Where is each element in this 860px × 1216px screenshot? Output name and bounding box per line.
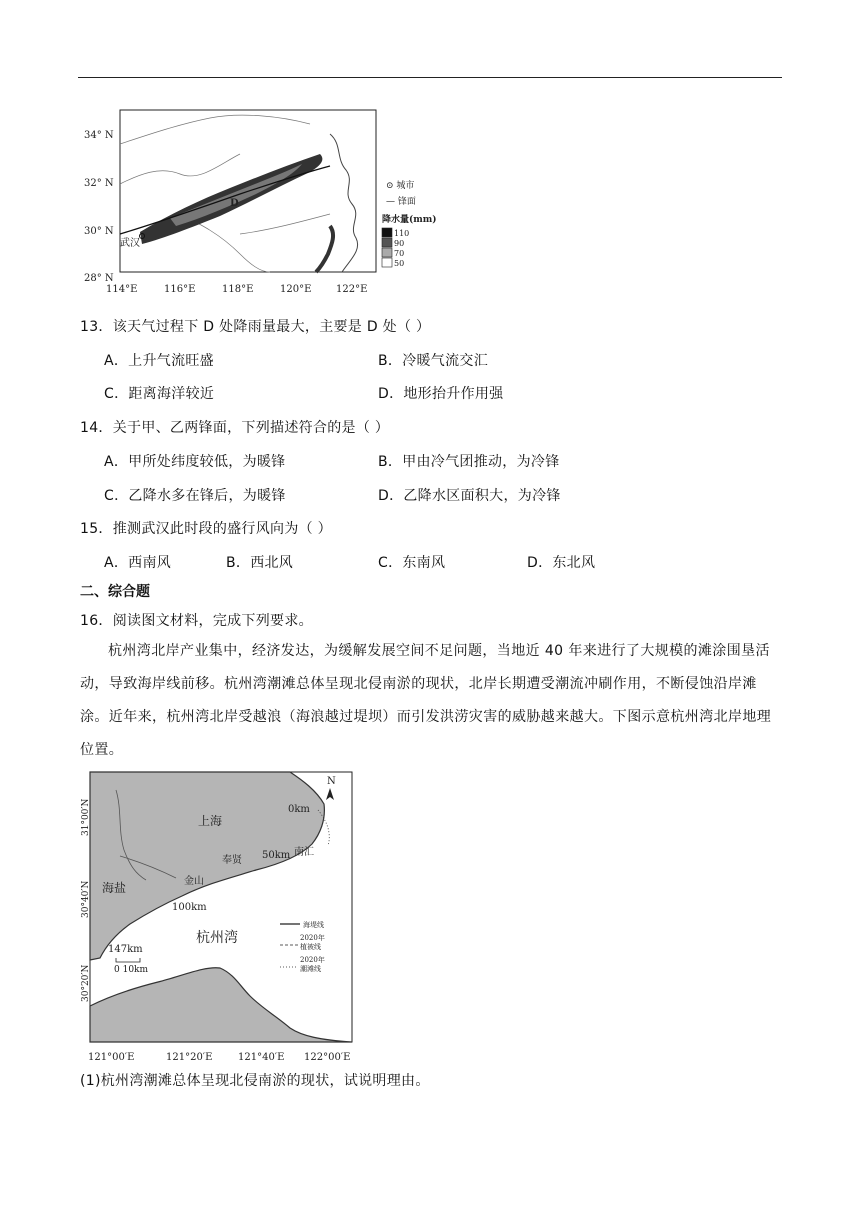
map2-legend-seawall: 海堤线 <box>303 921 324 929</box>
map1-legend-swatch <box>382 238 392 247</box>
map2-label-shanghai: 上海 <box>198 814 223 828</box>
q13-option-c[interactable]: C．距离海洋较近 <box>104 386 215 402</box>
map1-lon-label: 122°E <box>336 284 368 295</box>
map2-label-km0: 0km <box>288 804 310 815</box>
map1-city-label: 武汉 <box>120 238 140 249</box>
map1-lon-label: 120°E <box>280 284 312 295</box>
map1-lat-label: 28° N <box>84 273 114 284</box>
map2-lat-label: 30°20′N <box>81 964 91 1002</box>
map1-legend-swatch <box>382 228 392 237</box>
map2-label-bay: 杭州湾 <box>196 930 238 946</box>
map1-front-label: D <box>230 198 239 209</box>
map1-legend-swatch <box>382 248 392 257</box>
q16-subquestion-1: (1)杭州湾潮滩总体呈现北侵南淤的现状，试说明理由。 <box>80 1073 430 1089</box>
section-heading: 二、综合题 <box>80 584 150 600</box>
q13-option-d[interactable]: D．地形抬升作用强 <box>378 386 504 402</box>
question-16: 16．阅读图文材料，完成下列要求。 <box>80 613 313 629</box>
map2-scale-label: 0 10km <box>114 965 149 975</box>
map1-legend-city: ⊙ 城市 <box>386 181 415 191</box>
q15-option-a[interactable]: A．西南风 <box>104 555 172 571</box>
map2-label-km50: 50km <box>262 850 291 861</box>
map2-lat-label: 31°00′N <box>81 798 91 836</box>
map2-legend-tidal: 潮滩线 <box>300 965 321 973</box>
map2-label-km100: 100km <box>172 902 207 913</box>
question-14: 14．关于甲、乙两锋面，下列描述符合的是（ ） <box>80 420 390 436</box>
map2-label-jinshan: 金山 <box>184 876 204 887</box>
q14-option-d[interactable]: D．乙降水区面积大，为冷锋 <box>378 488 561 504</box>
question-13: 13．该天气过程下 D 处降雨量最大，主要是 D 处（ ） <box>80 319 431 335</box>
map2-label-nanhui: 南汇 <box>294 847 314 858</box>
map1-legend-level-label: 50 <box>394 259 405 268</box>
q15-option-d[interactable]: D．东北风 <box>527 555 596 571</box>
q13-option-a[interactable]: A．上升气流旺盛 <box>104 353 214 369</box>
q14-option-c[interactable]: C．乙降水多在锋后，为暖锋 <box>104 488 286 504</box>
map2-label-km147: 147km <box>108 944 143 955</box>
map1-lat-label: 30° N <box>84 226 114 237</box>
q14-option-b[interactable]: B．甲由冷气团推动，为冷锋 <box>378 454 560 470</box>
map2-label-fengxian: 奉贤 <box>222 855 242 866</box>
q15-option-c[interactable]: C．东南风 <box>378 555 446 571</box>
header-rule <box>78 77 782 78</box>
map1-lat-label: 32° N <box>84 178 114 189</box>
map2-lon-label: 121°40′E <box>238 1052 285 1063</box>
map1-lat-label: 34° N <box>84 130 114 141</box>
q15-option-b[interactable]: B．西北风 <box>226 555 294 571</box>
map2-north-label: N <box>327 776 336 787</box>
question-15: 15．推测武汉此时段的盛行风向为（ ） <box>80 521 332 537</box>
q14-option-a[interactable]: A．甲所处纬度较低，为暖锋 <box>104 454 286 470</box>
map2-label-haiyan: 海盐 <box>102 881 127 895</box>
map1-legend-scale <box>382 228 409 268</box>
hangzhou-bay-map <box>80 770 362 1068</box>
q16-material-paragraph: 杭州湾北岸产业集中，经济发达，为缓解发展空间不足问题，当地近 40 年来进行了大规模的滩涂围垦活动，导致海岸线前移。杭州湾潮滩总体呈现北侵南淤的现状，北岸长期遭受潮流冲刷作用，不断侵蚀沿岸滩涂。近年来，杭州湾北岸受越浪（海浪越过堤坝）而引发洪涝灾害的威胁越来越大。下图示意杭州湾北岸地理位置。 <box>80 643 772 758</box>
map1-lon-label: 118°E <box>222 284 254 295</box>
map2-lat-label: 30°40′N <box>81 880 91 918</box>
q13-option-b[interactable]: B．冷暖气流交汇 <box>378 353 489 369</box>
map1-legend-level-label: 110 <box>394 229 410 238</box>
map1-lon-label: 116°E <box>164 284 196 295</box>
map1-legend-front: — 锋面 <box>386 197 416 207</box>
map2-legend-vegetation: 植被线 <box>300 943 321 951</box>
map1-lon-label: 114°E <box>106 284 138 295</box>
map1-legend-swatch <box>382 258 392 267</box>
precipitation-front-map <box>80 104 437 304</box>
map2-lon-label: 121°00′E <box>88 1052 135 1063</box>
map1-legend-title: 降水量(mm) <box>382 215 437 225</box>
map2-lon-label: 121°20′E <box>166 1052 213 1063</box>
map1-legend-level-label: 70 <box>394 249 405 258</box>
map2-lon-label: 122°00′E <box>304 1052 351 1063</box>
map2-legend-year: 2020年 <box>300 934 325 942</box>
map1-legend-level-label: 90 <box>394 239 405 248</box>
map2-legend-year: 2020年 <box>300 956 325 964</box>
